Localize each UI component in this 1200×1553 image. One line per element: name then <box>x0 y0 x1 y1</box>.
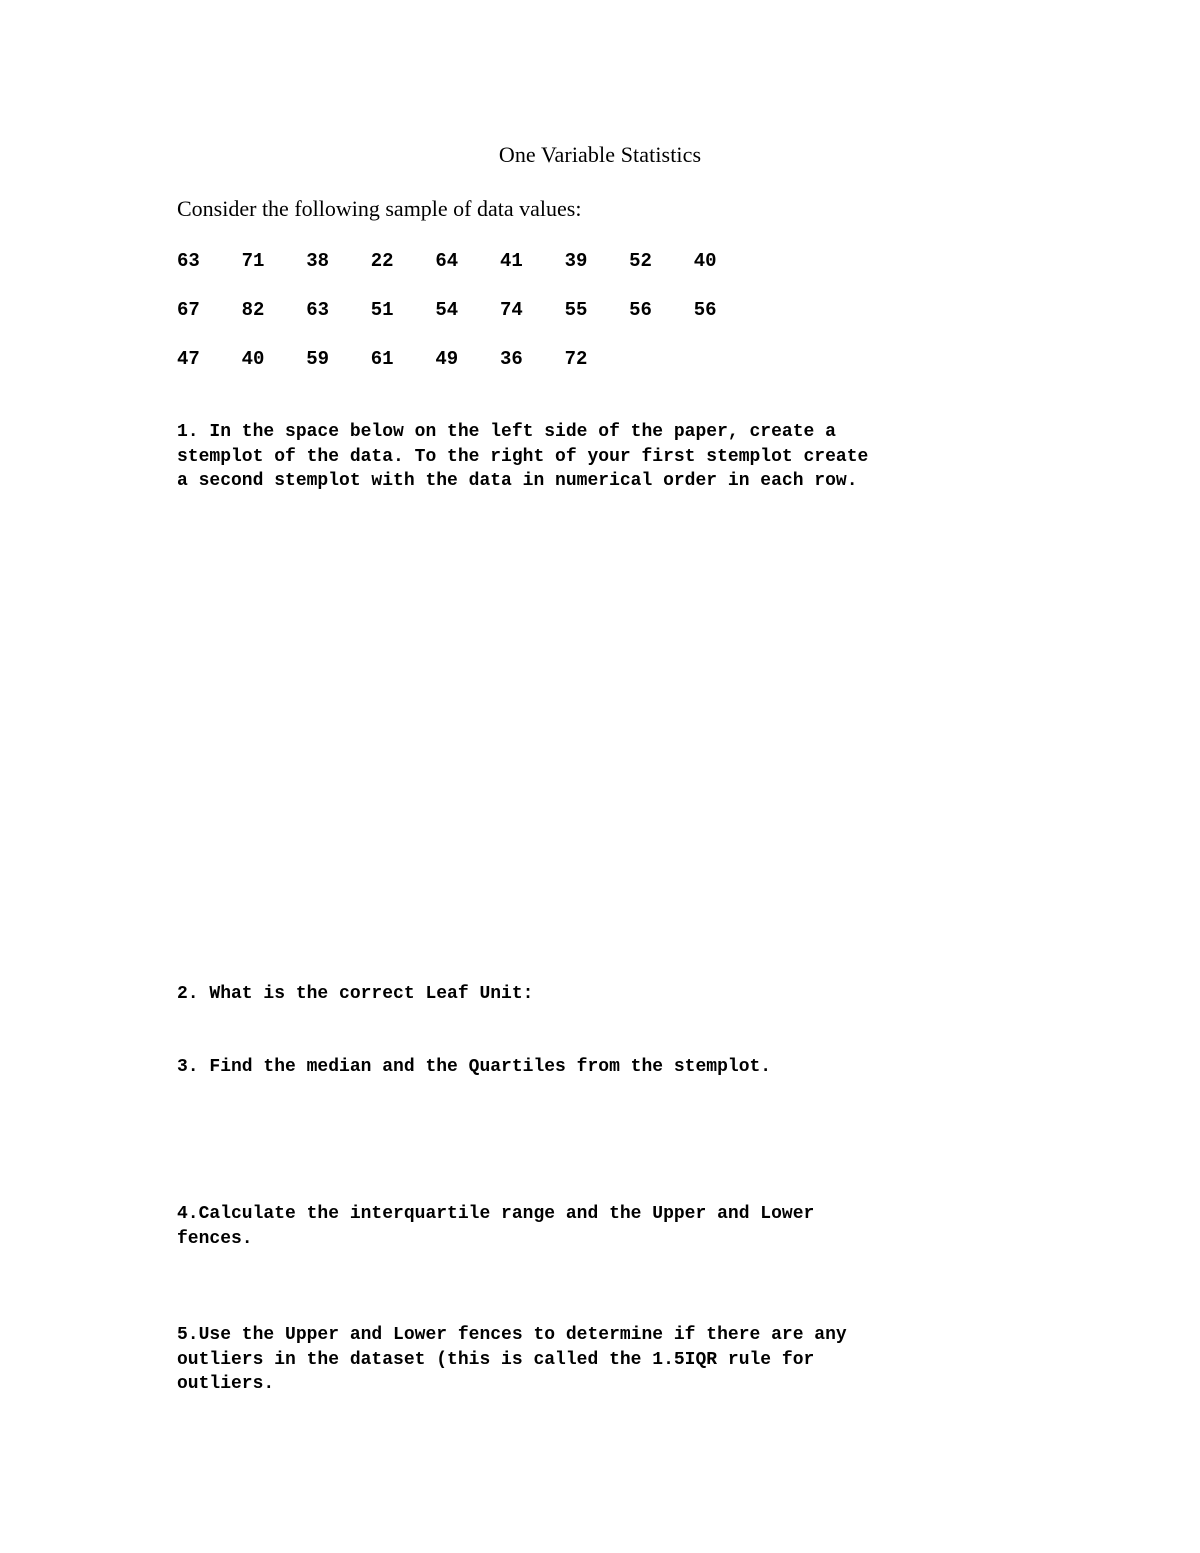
data-value: 55 <box>564 299 588 321</box>
intro-text: Consider the following sample of data values: <box>177 196 582 221</box>
data-value: 59 <box>306 348 329 370</box>
data-row <box>177 298 758 322</box>
data-value: 82 <box>241 299 265 321</box>
question-5: 5.Use the Upper and Lower fences to determine if there are any outliers in the dataset (this is called the 1.5IQR rule for outliers. <box>177 1325 847 1395</box>
data-value: 40 <box>241 348 265 370</box>
data-value: 54 <box>435 299 459 321</box>
data-value: 51 <box>370 299 394 321</box>
data-value: 49 <box>435 348 459 370</box>
data-value: 56 <box>693 299 717 321</box>
data-value: 63 <box>177 250 200 272</box>
data-row <box>177 347 758 371</box>
question-3: 3. Find the median and the Quartiles from the stemplot. <box>177 1057 772 1077</box>
page-title: One Variable Statistics <box>498 142 702 167</box>
question-4: 4.Calculate the interquartile range and the Upper and Lower fences. <box>177 1204 815 1249</box>
data-value: 61 <box>370 348 394 370</box>
data-values-table <box>177 249 758 396</box>
data-value: 52 <box>629 250 652 272</box>
data-value: 40 <box>693 250 717 272</box>
data-row <box>177 249 758 273</box>
data-value: 41 <box>499 250 523 272</box>
data-value: 64 <box>435 250 459 272</box>
data-value: 22 <box>370 250 394 272</box>
data-value: 39 <box>564 250 588 272</box>
data-value: 67 <box>177 299 200 321</box>
data-value: 47 <box>177 348 200 370</box>
data-value: 56 <box>629 299 652 321</box>
question-1: 1. In the space below on the left side of the paper, create a stemplot of the data. To the right of your first stemplot create a second stemplot with the data in numerical order in each row. <box>177 422 869 492</box>
data-value: 36 <box>499 348 523 370</box>
data-value: 74 <box>499 299 523 321</box>
data-value: 71 <box>241 250 265 272</box>
data-value: 63 <box>306 299 329 321</box>
data-value: 38 <box>306 250 329 272</box>
data-value: 72 <box>564 348 588 370</box>
question-2: 2. What is the correct Leaf Unit: <box>177 984 534 1004</box>
